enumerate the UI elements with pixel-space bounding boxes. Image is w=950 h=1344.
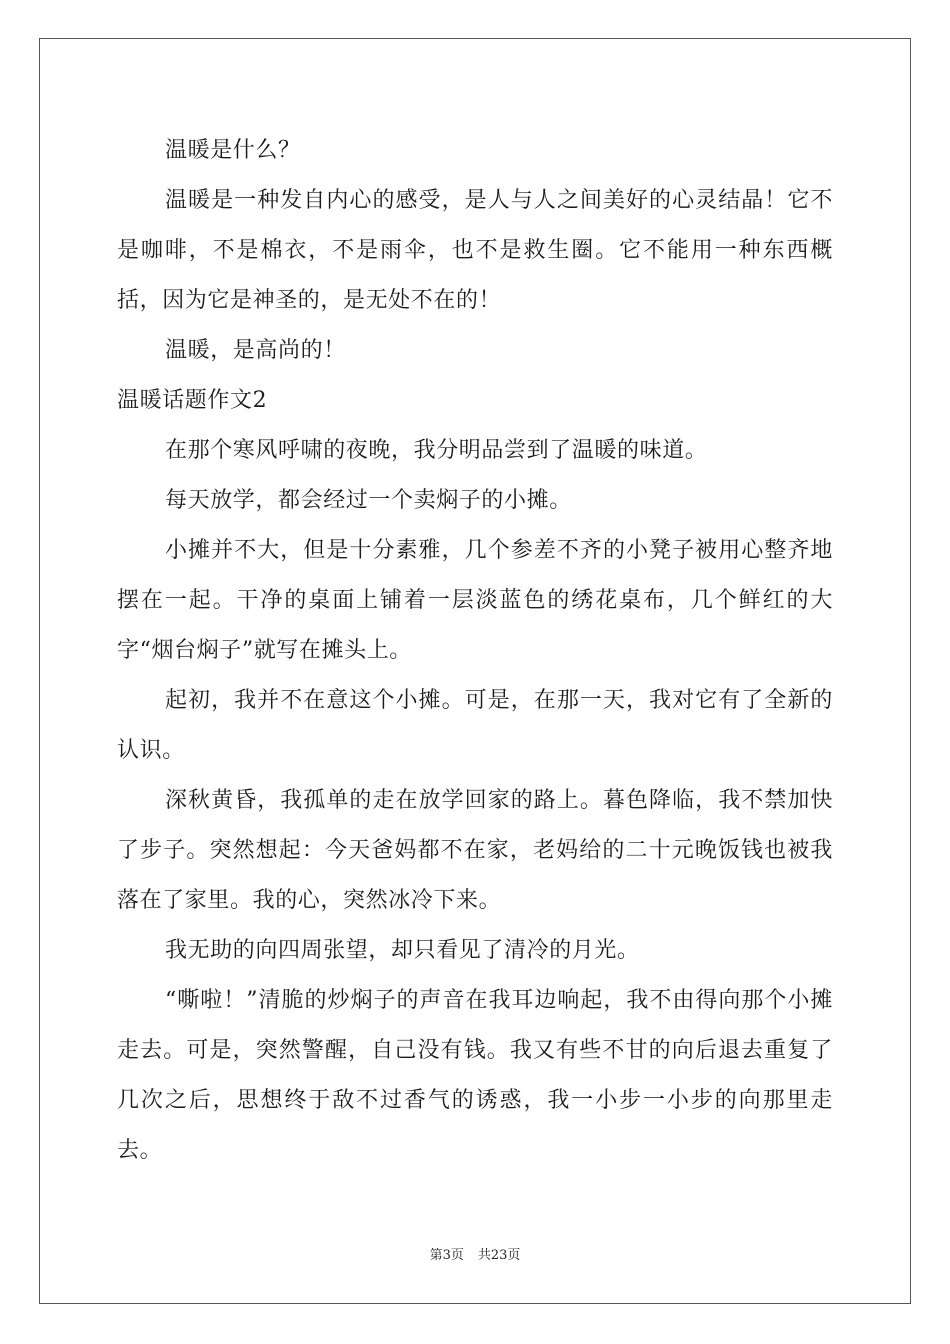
paragraph: “嘶啦！”清脆的炒焖子的声音在我耳边响起，我不由得向那个小摊走去。可是，突然警醒，自己没有钱。我又有些不甘的向后退去重复了几次之后，思想终于敌不过香气的诱惑，我一小步一小步的向那里走去。: [117, 988, 833, 1163]
page-total: 共23页: [477, 1248, 521, 1263]
paragraph: 每天放学，都会经过一个卖焖子的小摊。: [165, 488, 572, 513]
page-footer: [0, 1247, 950, 1265]
paragraph: 温暖是一种发自内心的感受，是人与人之间美好的心灵结晶！它不是咖啡，不是棉衣，不是雨伞，也不是救生圈。它不能用一种东西概括，因为它是神圣的，是无处不在的！: [117, 188, 833, 313]
paragraph: 温暖是什么？: [165, 138, 301, 163]
paragraph: 小摊并不大，但是十分素雅，几个参差不齐的小凳子被用心整齐地摆在一起。干净的桌面上铺着一层淡蓝色的绣花桌布，几个鲜红的大字“烟台焖子”就写在摊头上。: [117, 538, 833, 663]
paragraph: 我无助的向四周张望，却只看见了清冷的月光。: [165, 938, 640, 963]
paragraph: 在那个寒风呼啸的夜晚，我分明品尝到了温暖的味道。: [165, 438, 708, 463]
section-heading: 温暖话题作文2: [117, 388, 268, 413]
page-number: 第3页: [429, 1248, 464, 1263]
paragraph: 温暖，是高尚的！: [165, 338, 346, 363]
paragraph: 起初，我并不在意这个小摊。可是，在那一天，我对它有了全新的认识。: [117, 688, 833, 763]
paragraph: 深秋黄昏，我孤单的走在放学回家的路上。暮色降临，我不禁加快了步子。突然想起：今天爸妈都不在家，老妈给的二十元晚饭钱也被我落在了家里。我的心，突然冰冷下来。: [117, 788, 833, 913]
document-body: [117, 126, 833, 1176]
